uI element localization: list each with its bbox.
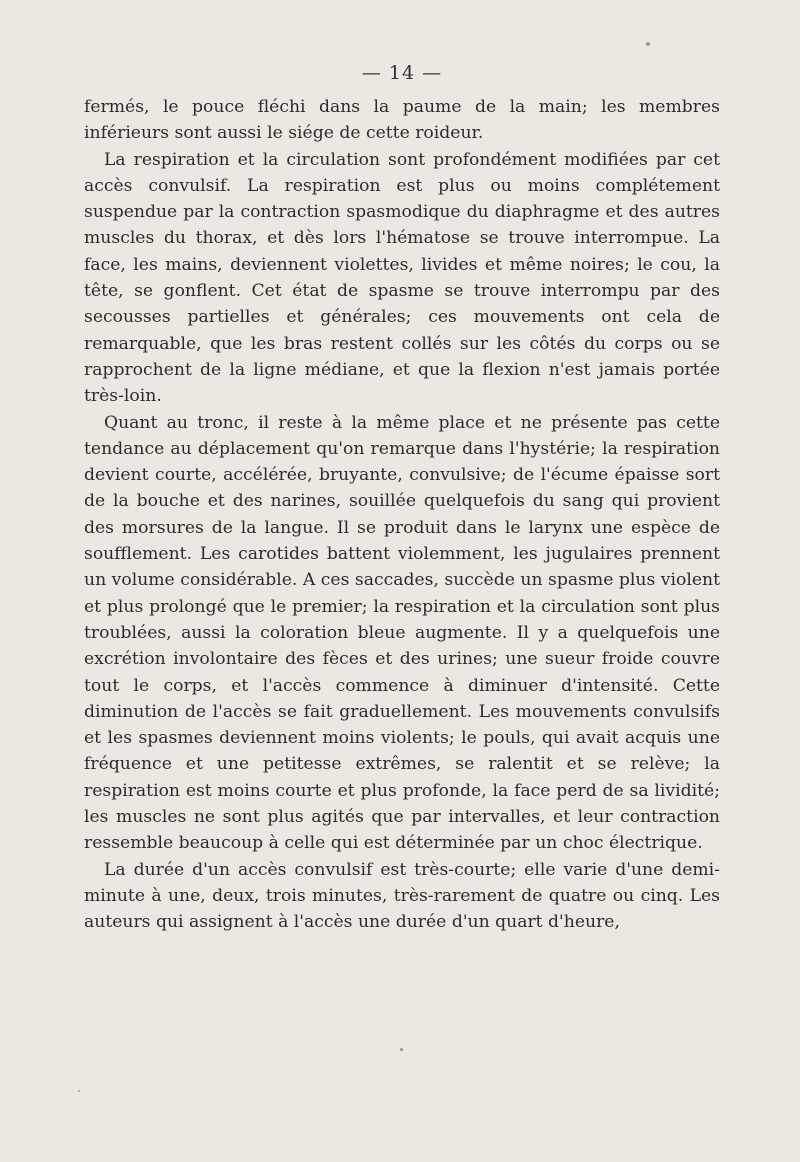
paragraph-2: La respiration et la circulation sont profondément modifiées par cet accès convulsif. La respiration est plus ou moins complétement suspendue par la contraction spasmodique du diaphragme et des autres muscles du thorax, et dès lors l'hématose se trouve interrompue. La face, les mains, deviennent violettes, livides et même noires; le cou, la tête, se gonflent. Cet état de spasme se trouve interrompu par des secousses partielles et générales; ces mouvements ont cela de remarquable, que les bras restent collés sur les côtés du corps ou se rapprochent de la ligne médiane, et que la flexion n'est jamais portée très-loin.	[84, 149, 720, 407]
page-number: — 14 —	[361, 62, 443, 84]
paragraph-4: La durée d'un accès convulsif est très-courte; elle varie d'une demi-minute à une, deux, trois minutes, très-rarement de quatre ou cinq. Les auteurs qui assignent à l'accès une durée d'un quart d'heure,	[84, 859, 720, 933]
scan-speck	[400, 1048, 403, 1051]
scan-speck	[646, 42, 650, 46]
body-text	[84, 94, 720, 936]
paragraph-1: fermés, le pouce fléchi dans la paume de la main; les membres inférieurs sont aussi le siége de cette roideur.	[84, 97, 720, 144]
paragraph-3: Quant au tronc, il reste à la même place et ne présente pas cette tendance au déplacement qu'on remarque dans l'hystérie; la respiration devient courte, accélérée, bruyante, convulsive; de l'écume épaisse sort de la bouche et des narines, souillée quelquefois du sang qui provient des morsures de la langue. Il se produit dans le larynx une espèce de soufflement. Les carotides battent violemment, les jugulaires prennent un volume considérable. A ces saccades, succède un spasme plus violent et plus prolongé que le premier; la respiration et la circulation sont plus troublées, aussi la coloration bleue augmente. Il y a quelquefois une excrétion involontaire des fèces et des urines; une sueur froide couvre tout le corps, et l'accès commence à diminuer d'intensité. Cette diminution de l'accès se fait graduellement. Les mouvements convulsifs et les spasmes deviennent moins violents; le pouls, qui avait acquis une fréquence et une petitesse extrêmes, se ralentit et se relève; la respiration est moins courte et plus profonde, la face perd de sa lividité; les muscles ne sont plus agités que par intervalles, et leur contraction ressemble beaucoup à celle qui est déterminée par un choc électrique.	[84, 412, 720, 854]
scan-speck	[78, 1090, 80, 1092]
